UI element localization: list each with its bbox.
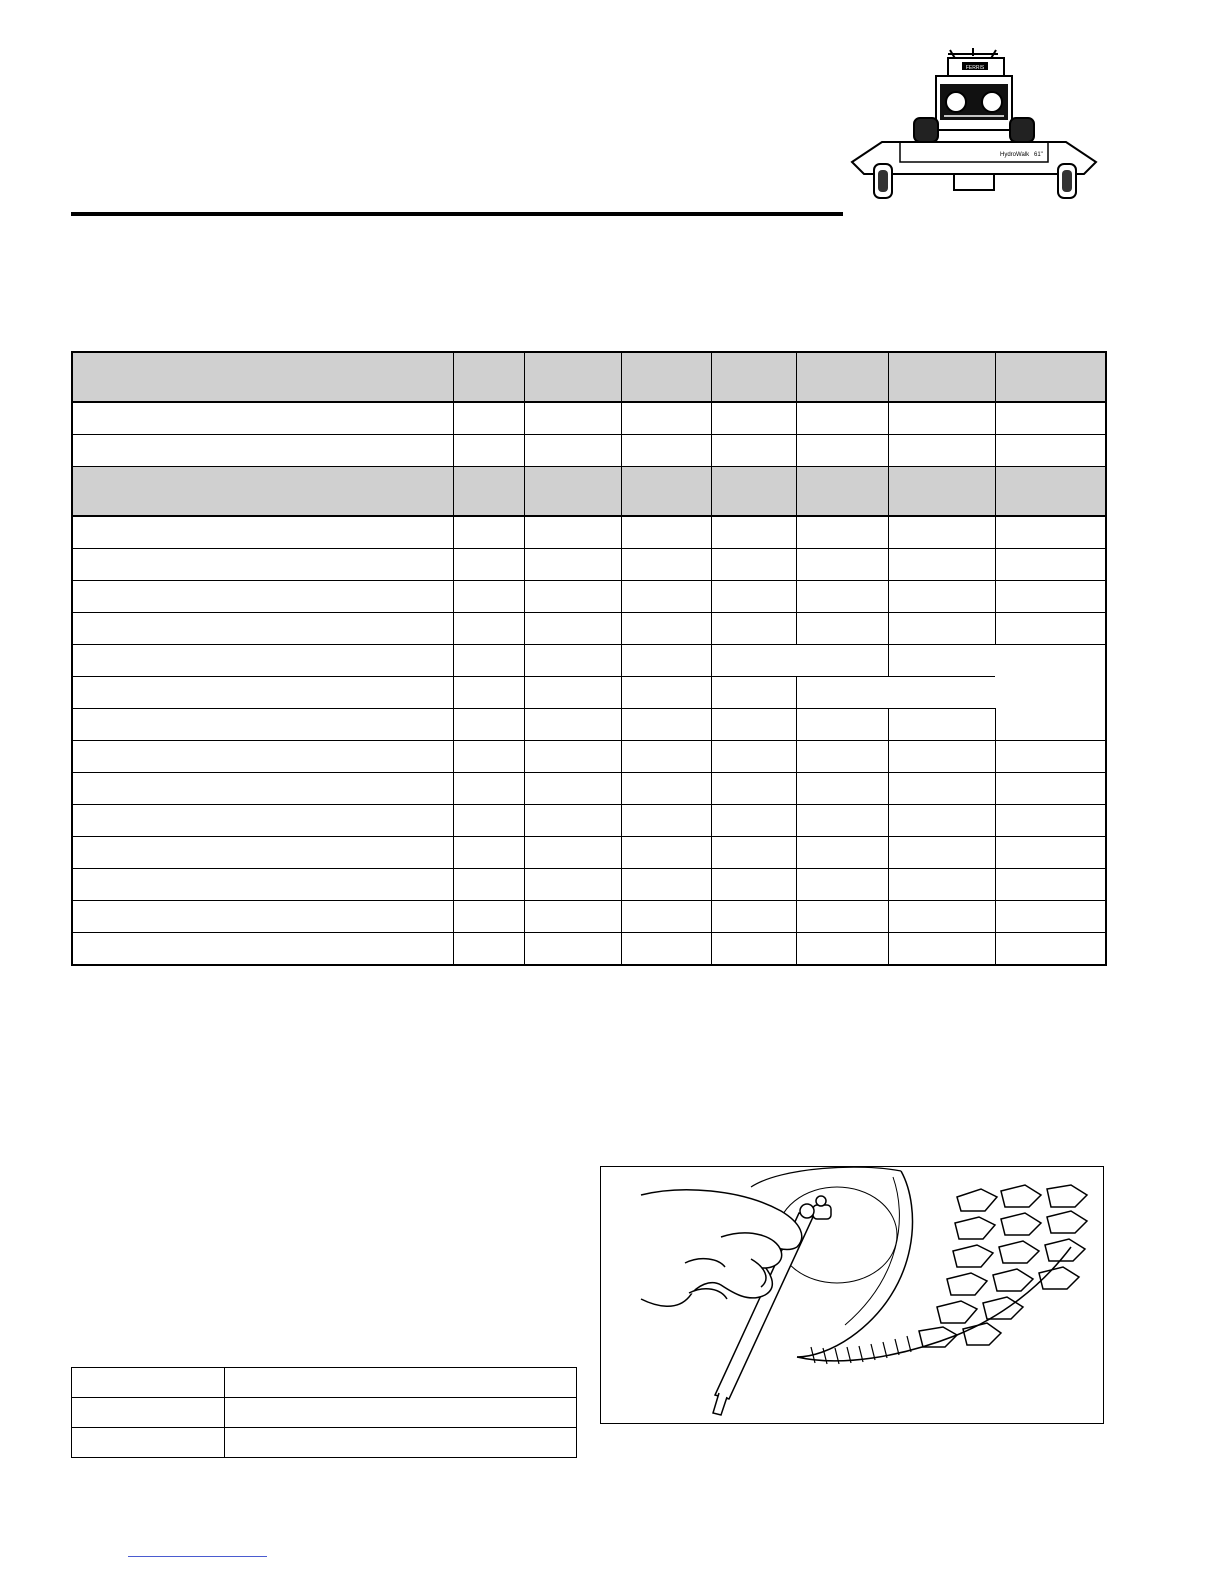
header-cell — [711, 467, 796, 517]
header-cell — [796, 352, 888, 402]
svg-text:FERRIS: FERRIS — [965, 65, 985, 71]
table-cell — [72, 581, 453, 613]
table-cell — [453, 516, 524, 549]
header-cell — [524, 352, 621, 402]
table-cell — [995, 402, 1106, 435]
maintenance-schedule-table — [71, 351, 1107, 966]
table-cell — [524, 773, 621, 805]
table-cell — [72, 837, 453, 869]
table-cell — [711, 402, 796, 435]
table-cell — [621, 402, 711, 435]
table-cell — [796, 741, 888, 773]
table-cell — [995, 709, 1106, 741]
table-row — [72, 1368, 577, 1398]
table-row — [72, 549, 1106, 581]
table-cell — [995, 516, 1106, 549]
table-row — [72, 516, 1106, 549]
table-cell — [888, 402, 995, 435]
header-cell — [796, 467, 888, 517]
table-cell — [72, 773, 453, 805]
table-cell — [995, 435, 1106, 467]
table-cell — [888, 645, 995, 677]
table-cell — [796, 613, 888, 645]
table-cell — [453, 402, 524, 435]
table-cell — [711, 837, 796, 869]
table-cell-merged — [711, 645, 888, 677]
header-cell — [888, 467, 995, 517]
table-cell — [72, 1428, 225, 1458]
table-cell — [524, 869, 621, 901]
header-cell — [621, 467, 711, 517]
header-cell — [621, 352, 711, 402]
table-cell — [796, 402, 888, 435]
table-cell — [995, 581, 1106, 613]
table-cell — [888, 516, 995, 549]
table-cell — [796, 805, 888, 837]
table-cell — [453, 933, 524, 966]
table-cell — [888, 709, 995, 741]
table-cell — [524, 901, 621, 933]
table-cell — [995, 549, 1106, 581]
table-cell — [995, 901, 1106, 933]
table-cell — [453, 613, 524, 645]
header-cell — [888, 352, 995, 402]
table-cell — [621, 677, 711, 709]
table-cell — [621, 645, 711, 677]
table-cell — [995, 837, 1106, 869]
table-row — [72, 581, 1106, 613]
table-cell — [888, 837, 995, 869]
table-cell — [711, 901, 796, 933]
header-cell — [453, 467, 524, 517]
table-cell — [621, 933, 711, 966]
table-cell — [888, 869, 995, 901]
table-cell — [796, 773, 888, 805]
tire-icon — [751, 1167, 1087, 1364]
table-cell — [621, 901, 711, 933]
table-cell — [796, 837, 888, 869]
table-cell — [524, 741, 621, 773]
table-cell — [72, 516, 453, 549]
header-rule — [71, 212, 843, 216]
table-row — [72, 933, 1106, 966]
table-cell — [453, 805, 524, 837]
table-cell — [225, 1398, 577, 1428]
table-row — [72, 805, 1106, 837]
table-cell — [888, 933, 995, 966]
table-cell — [621, 709, 711, 741]
table-cell — [72, 402, 453, 435]
table-cell — [888, 435, 995, 467]
table-cell — [72, 709, 453, 741]
table-cell — [621, 516, 711, 549]
header-cell — [72, 467, 453, 517]
header-cell — [524, 467, 621, 517]
table-cell-merged — [796, 677, 995, 709]
table-cell — [995, 773, 1106, 805]
table-cell — [711, 773, 796, 805]
table-cell — [711, 805, 796, 837]
table-cell — [796, 549, 888, 581]
table-cell — [888, 901, 995, 933]
table-cell — [225, 1428, 577, 1458]
table-cell — [72, 1398, 225, 1428]
footer-link[interactable] — [128, 1556, 267, 1557]
table-cell — [888, 773, 995, 805]
table-cell — [796, 869, 888, 901]
table-cell — [453, 773, 524, 805]
table-cell — [72, 805, 453, 837]
table-cell — [453, 709, 524, 741]
table-row — [72, 741, 1106, 773]
table-cell — [621, 549, 711, 581]
header-cell — [72, 352, 453, 402]
table-cell — [524, 435, 621, 467]
table-cell — [225, 1368, 577, 1398]
table-cell — [796, 516, 888, 549]
table-cell — [621, 613, 711, 645]
table-row — [72, 677, 1106, 709]
table-row — [72, 837, 1106, 869]
table-cell — [524, 709, 621, 741]
table-cell — [453, 741, 524, 773]
table-cell — [711, 516, 796, 549]
table-cell — [524, 677, 621, 709]
table-cell — [621, 805, 711, 837]
table-cell — [524, 613, 621, 645]
table-cell — [72, 645, 453, 677]
header-cell — [453, 352, 524, 402]
table-cell — [711, 613, 796, 645]
table-row — [72, 709, 1106, 741]
table-cell — [524, 581, 621, 613]
table-cell — [995, 933, 1106, 966]
table-cell — [72, 435, 453, 467]
table-cell — [711, 581, 796, 613]
table-row — [72, 869, 1106, 901]
header-cell — [995, 352, 1106, 402]
table-cell — [524, 549, 621, 581]
table-cell — [711, 741, 796, 773]
tire-gauge-figure — [600, 1166, 1104, 1424]
table-section-header — [72, 467, 1106, 517]
table-cell — [72, 741, 453, 773]
table-cell — [621, 741, 711, 773]
svg-text:HydroWalk: HydroWalk — [1000, 152, 1030, 158]
table-cell — [621, 435, 711, 467]
table-cell — [72, 869, 453, 901]
table-section-header — [72, 352, 1106, 402]
table-cell — [796, 435, 888, 467]
table-cell — [72, 901, 453, 933]
table-row — [72, 613, 1106, 645]
table-cell — [524, 516, 621, 549]
table-cell — [796, 901, 888, 933]
table-cell — [72, 549, 453, 581]
table-cell — [995, 741, 1106, 773]
table-cell — [453, 837, 524, 869]
table-cell — [72, 933, 453, 966]
table-cell — [711, 549, 796, 581]
table-cell — [453, 435, 524, 467]
table-cell — [888, 549, 995, 581]
table-cell — [621, 773, 711, 805]
table-cell — [524, 645, 621, 677]
table-cell — [711, 933, 796, 966]
table-cell — [796, 581, 888, 613]
table-cell — [72, 677, 453, 709]
table-cell — [524, 933, 621, 966]
table-cell — [621, 581, 711, 613]
table-cell — [995, 805, 1106, 837]
table-row — [72, 773, 1106, 805]
table-cell — [453, 869, 524, 901]
table-cell — [453, 549, 524, 581]
table-cell — [524, 805, 621, 837]
table-cell — [888, 805, 995, 837]
table-cell — [621, 869, 711, 901]
table-cell — [711, 677, 796, 709]
table-cell — [72, 1368, 225, 1398]
table-row — [72, 402, 1106, 435]
table-cell — [524, 402, 621, 435]
table-cell — [621, 837, 711, 869]
table-cell — [453, 901, 524, 933]
table-cell — [711, 709, 796, 741]
table-cell — [453, 645, 524, 677]
table-cell — [888, 741, 995, 773]
mower-illustration — [848, 46, 1100, 206]
table-cell — [72, 613, 453, 645]
table-cell — [453, 677, 524, 709]
table-row — [72, 1428, 577, 1458]
table-cell — [796, 709, 888, 741]
table-cell — [888, 581, 995, 613]
table-row — [72, 1398, 577, 1428]
table-row — [72, 645, 1106, 677]
table-cell — [995, 869, 1106, 901]
table-cell — [796, 933, 888, 966]
table-row — [72, 435, 1106, 467]
table-row — [72, 901, 1106, 933]
table-cell — [711, 869, 796, 901]
table-cell — [995, 613, 1106, 645]
header-cell — [711, 352, 796, 402]
table-cell — [888, 613, 995, 645]
table-cell — [711, 435, 796, 467]
table-cell — [524, 837, 621, 869]
svg-text:61": 61" — [1034, 152, 1043, 158]
header-cell — [995, 467, 1106, 517]
tire-pressure-table — [71, 1367, 577, 1458]
table-cell — [453, 581, 524, 613]
